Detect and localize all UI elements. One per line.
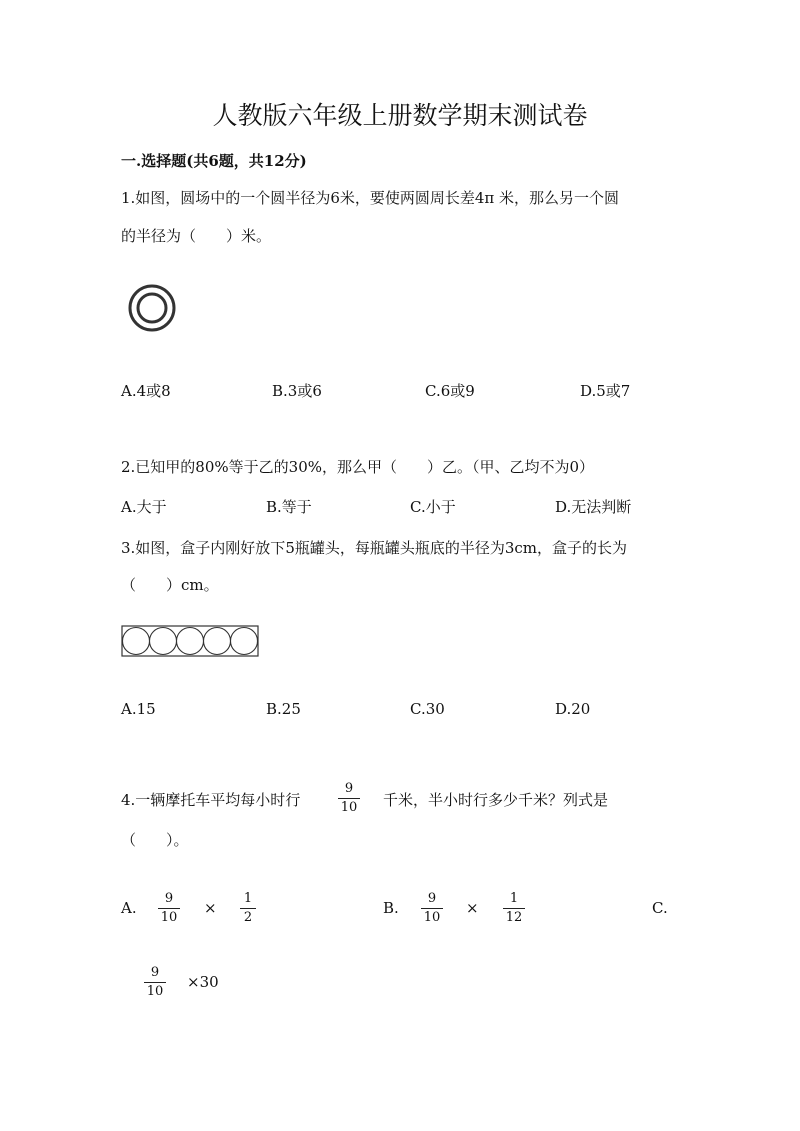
q4-fraction-denominator: 10	[340, 800, 358, 815]
q4-option-a-f1-den: 10	[160, 910, 178, 925]
q4-option-b-label[interactable]: B.	[383, 899, 399, 917]
q4-option-b-fraction1	[421, 892, 443, 925]
q4-fraction-numerator: 9	[344, 781, 354, 796]
q4-option-c-f1-num: 9	[150, 965, 160, 980]
q4-option-b-f2-num: 1	[509, 891, 519, 906]
q3-box-with-cans-figure	[121, 625, 259, 657]
q1-option-d[interactable]: D.5或7	[580, 382, 631, 400]
q4-text-line2: （ ）。	[121, 831, 189, 849]
q2-option-a[interactable]: A.大于	[121, 498, 167, 516]
page-title: 人教版六年级上册数学期末测试卷	[212, 101, 588, 130]
q2-option-b[interactable]: B.等于	[266, 498, 312, 516]
q2-option-c[interactable]: C.小于	[410, 498, 456, 516]
q3-option-a[interactable]: A.15	[121, 700, 156, 718]
q4-option-a-operator: ×	[204, 899, 217, 917]
q1-text-line2: 的半径为（ ）米。	[121, 227, 272, 245]
q4-option-b-f1-num: 9	[427, 891, 437, 906]
q4-fraction	[338, 782, 360, 815]
q4-option-a-label[interactable]: A.	[121, 899, 137, 917]
q3-option-b[interactable]: B.25	[266, 700, 301, 718]
q3-option-d[interactable]: D.20	[555, 700, 591, 718]
q4-option-a-f1-num: 9	[164, 891, 174, 906]
q1-option-a[interactable]: A.4或8	[121, 382, 171, 400]
q4-option-c-fraction	[144, 966, 166, 999]
q4-option-b-f2-den: 12	[505, 910, 523, 925]
q1-text-line1: 1.如图，圆场中的一个圆半径为6米，要使两圆周长差4π 米，那么另一个圆	[121, 189, 620, 207]
q4-option-a-fraction1	[158, 892, 180, 925]
q1-option-b[interactable]: B.3或6	[272, 382, 322, 400]
q4-option-b-fraction2	[503, 892, 525, 925]
section-heading: 一.选择题(共6题，共12分)	[121, 152, 307, 170]
q4-option-b-operator: ×	[466, 899, 479, 917]
q4-option-c-label[interactable]: C.	[652, 899, 668, 917]
q2-text-line1: 2.已知甲的80%等于乙的30%，那么甲（ ）乙。（甲、乙均不为0）	[121, 458, 595, 476]
q3-text-line1: 3.如图，盒子内刚好放下5瓶罐头，每瓶罐头瓶底的半径为3cm，盒子的长为	[121, 539, 628, 557]
q4-option-a-f2-den: 2	[243, 910, 253, 925]
q4-option-c-tail: ×30	[187, 973, 219, 991]
q4-text-suffix: 千米，半小时行多少千米？列式是	[383, 791, 609, 809]
q4-text-prefix: 4.一辆摩托车平均每小时行	[121, 791, 301, 809]
q3-text-line2: （ ）cm。	[121, 576, 219, 594]
q4-option-b-f1-den: 10	[423, 910, 441, 925]
q1-concentric-circles-figure	[127, 283, 177, 333]
q4-option-c-f1-den: 10	[146, 984, 164, 999]
q1-option-c[interactable]: C.6或9	[425, 382, 475, 400]
q2-option-d[interactable]: D.无法判断	[555, 498, 632, 516]
q3-option-c[interactable]: C.30	[410, 700, 445, 718]
q4-option-a-f2-num: 1	[243, 891, 253, 906]
q4-option-a-fraction2	[240, 892, 256, 925]
